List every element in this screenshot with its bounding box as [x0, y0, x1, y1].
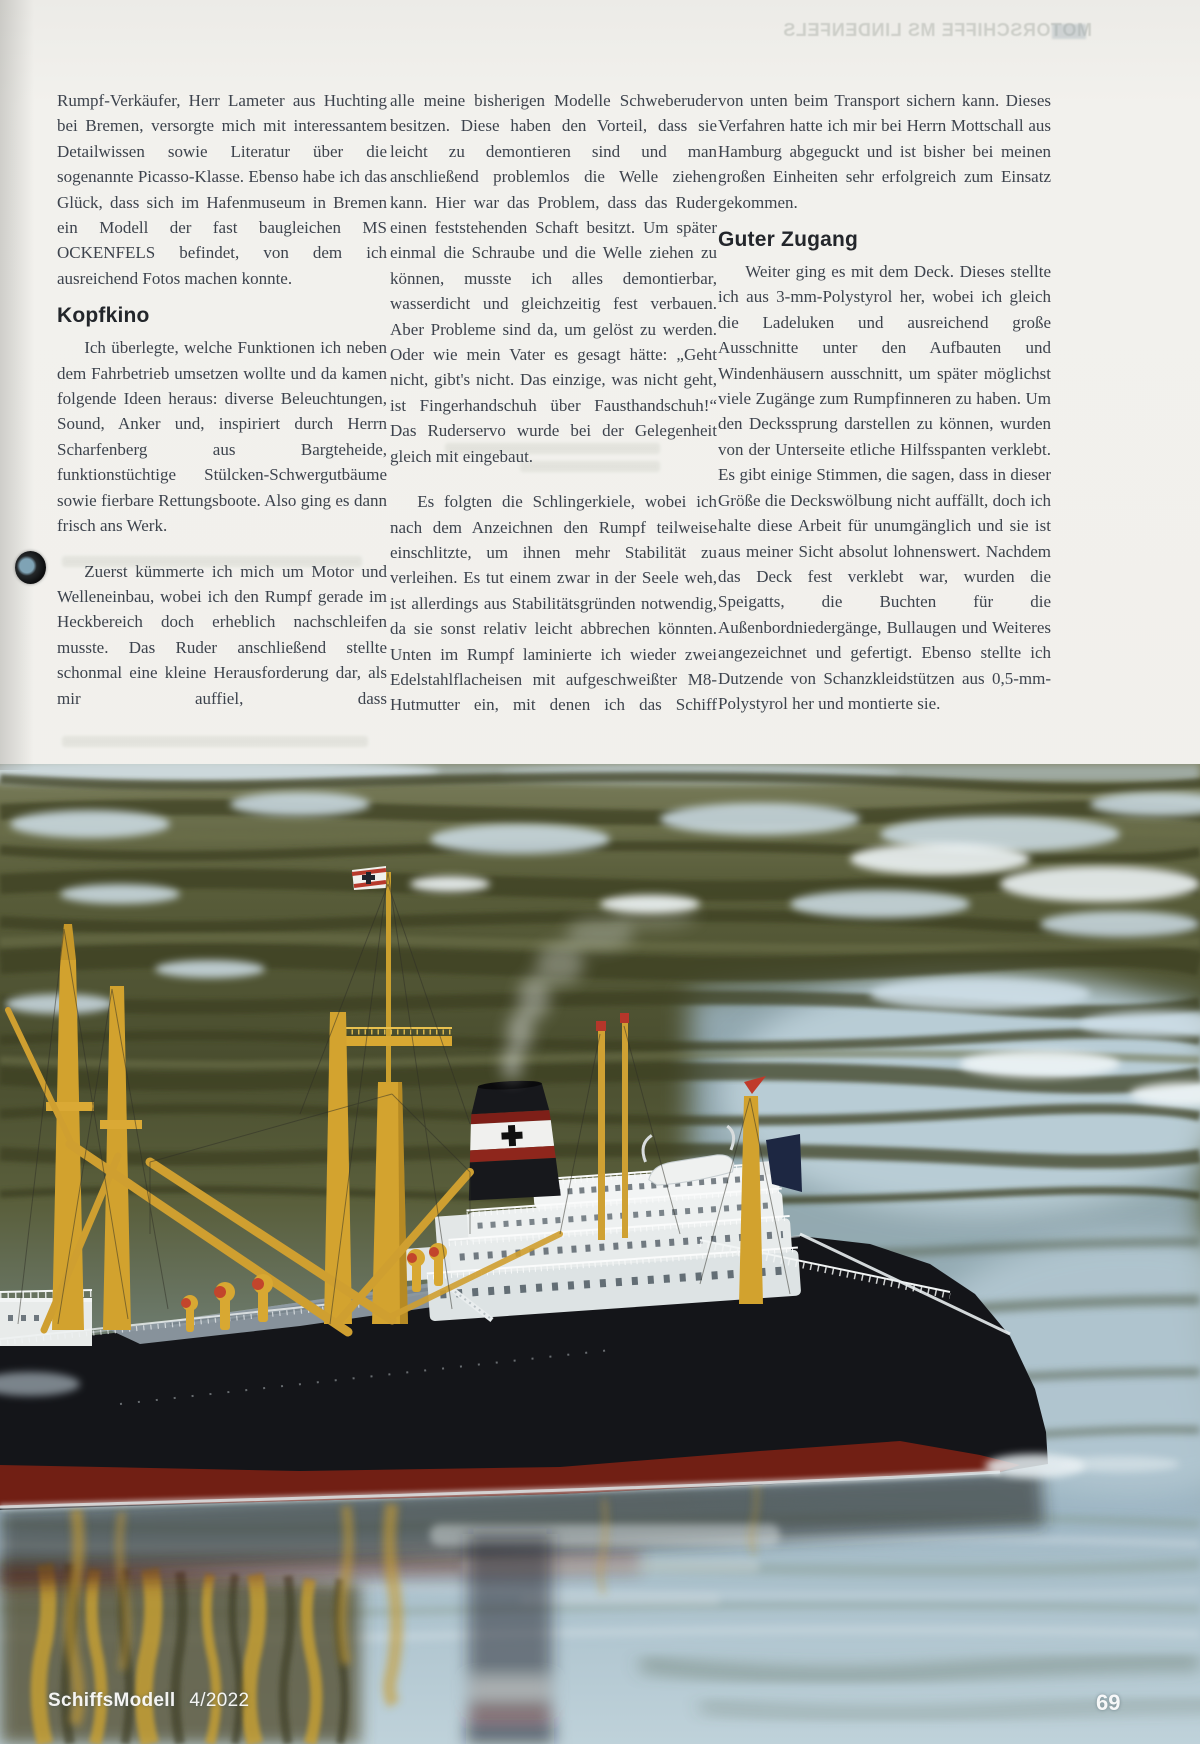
paragraph: alle meine bisherigen Modelle Schweberuder besitzen. Diese haben den Vorteil, dass sie leicht zu demontieren sind und man anschließend problemlos die Welle ziehen kann. Hier war das Problem, dass das Ruder einen feststehenden Schaft besitzt. Um später einmal die Schraube und die Welle ziehen zu können, musste ich alles demontierbar, wasserdicht und gleichzeitig fest verbauen. Aber Probleme sind da, um gelöst zu werden. Oder wie mein Vater es gesagt hätte: „Geht nicht, gibt's nicht. Das einzige, was nicht geht, ist Fingerhandschuh über Fausthandschuh!“ Das Ruderservo wurde bei der Gelegenheit gleich mit eingebaut. — [390, 91, 717, 466]
footer-magazine — [48, 1690, 249, 1712]
article-column-2 — [390, 88, 717, 764]
paragraph: Es folgten die Schlingerkiele, wobei ich nach dem Anzeichnen den Rumpf teilweise einschlitzte, um ihnen mehr Stabilität zu verleihen. Es tut einem zwar in der Seele weh, ist allerdings aus Stabilitätsgründen notwendig, da sie sonst relativ leicht abbrechen könnten. Unten im Rumpf laminierte ich wieder zwei Edelstahlflacheisen mit aufgeschweißter M8-Hutmutter ein, mit denen ich das Schiff — [390, 492, 717, 715]
paragraph: Weiter ging es mit dem Deck. Dieses stellte ich aus 3-mm-Polystyrol her, wobei ich gleich die Ladeluken und ausreichend große Ausschnitte unter den Aufbauten und Windenhäusern ausschnitt, um später möglichst viele Zugänge zum Rumpfinneren zu haben. Um den Deckssprung darstellen zu können, wurden von der Unterseite etliche Hilfsspanten verklebt. Es gibt einige Stimmen, die sagen, dass in dieser Größe die Deckswölbung nicht auffällt, doch ich halte diese Arbeit für unumgänglich und sie ist aus meiner Sicht absolut lohnenswert. Nachdem das Deck fest verklebt war, wurden die Speigatts, die Buchten für die Außenbordniedergänge, Bullaugen und Weiteres angezeichnet und gefertigt. Ebenso stellte ich Dutzende von Schanzkleidstützen aus 0,5-mm-Polystyrol her und montierte sie. — [718, 262, 1051, 713]
magazine-issue: 4/2022 — [189, 1690, 250, 1711]
section-heading-kopfkino: Kopfkino — [57, 304, 150, 328]
paragraph: Ich überlegte, welche Funktionen ich neben dem Fahrbetrieb umsetzen wollte und da kamen folgende Ideen heraus: diverse Beleuchtungen, Sound, Anker und, inspiriert durch Herrn Scharfenberg aus Bargteheide, funktionstüchtige Stülcken-Schwergutbäume sowie fierbare Rettungsboote. Also ging es dann frisch ans Werk. — [57, 338, 387, 536]
bleedthrough-section-bar — [1052, 24, 1086, 39]
article-column-3 — [718, 88, 1051, 764]
paragraph: Rumpf-Verkäufer, Herr Lameter aus Huchting bei Bremen, versorgte mich mit interessantem Detailwissen sowie Literatur über die sogenannte Picasso-Klasse. Ebenso habe ich das Glück, dass sich im Hafenmuseum in Bremen ein Modell der fast baugleichen MS OCKENFELS befindet, von dem ich ausreichend Fotos machen konnte. — [57, 91, 387, 288]
paragraph: von unten beim Transport sichern kann. Dieses Verfahren hatte ich mir bei Herrn Mottschall aus Hamburg abgeguckt und ist bisher bei meinen großen Einheiten sehr erfolgreich zum Einsatz gekommen. — [718, 91, 1051, 212]
punch-hole — [15, 551, 46, 584]
section-heading-guter-zugang: Guter Zugang — [718, 228, 859, 252]
article-column-1 — [57, 88, 387, 764]
ship-photo — [0, 764, 1200, 1744]
bleedthrough-running-header: MOTORSCHIFFE MS LINDENFELS — [782, 20, 1092, 40]
paragraph: Zuerst kümmerte ich mich um Motor und Welleneinbau, wobei ich den Rumpf gerade im Heckbereich doch erheblich nachschleifen musste. Das Ruder anschließend stellte schonmal eine kleine Herausforderung dar, als mir auffiel, dass — [57, 561, 387, 708]
ship-photo-illustration — [0, 764, 1200, 1744]
page-number: 69 — [1096, 1690, 1121, 1715]
magazine-name: SchiffsModell — [48, 1690, 176, 1711]
